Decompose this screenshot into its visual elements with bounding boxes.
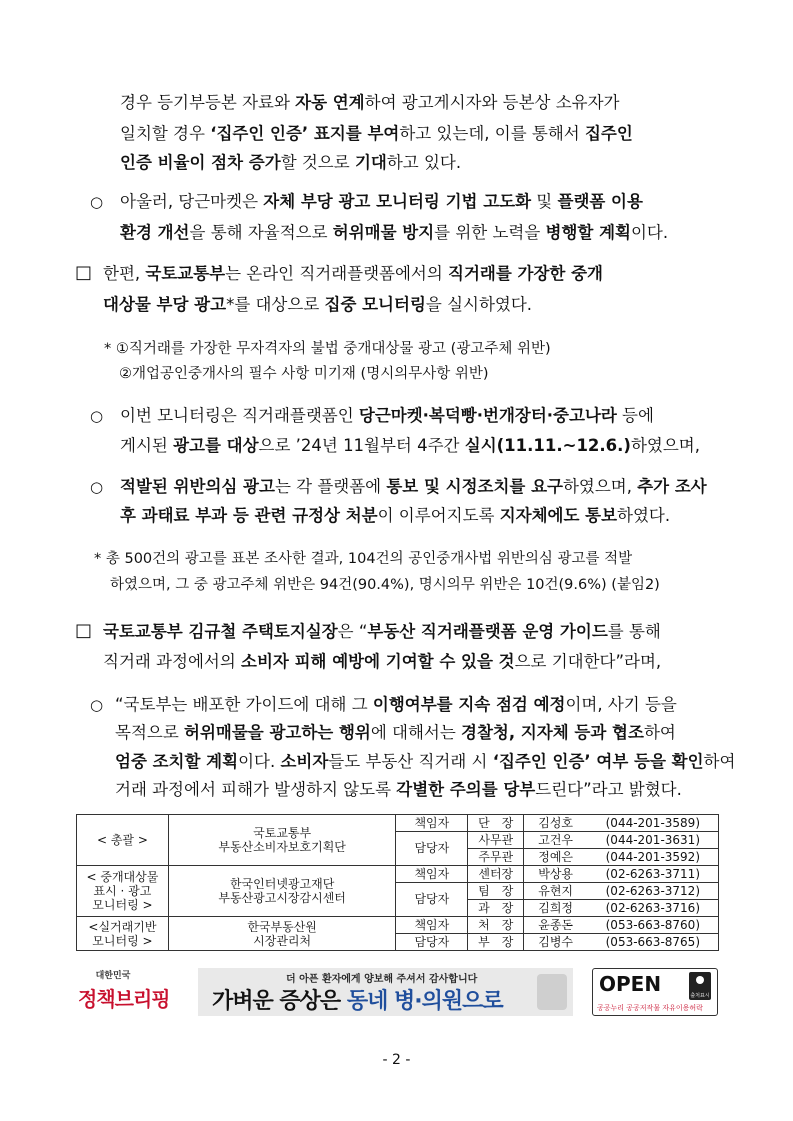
bold-text-run: 국토교통부 김규철 주택토지실장 [103,622,338,641]
text-run: “국토부는 배포한 가이드에 대해 그 [115,695,373,714]
page-number: - 2 - [382,1052,411,1068]
circle-bullet: ○ [90,193,104,211]
bold-text-run: 추가 조사 [637,477,707,496]
org-unit: 부동산소비자보호기획단 [218,840,346,854]
person-title: 팀 장 [468,883,524,900]
person-phone: (053-663-8765) [602,934,719,951]
person-name: 박상용 [524,866,602,883]
logo-top-text: 대한민국 [95,971,131,981]
role-cell: 책임자 [396,815,468,832]
text-run: 할 것으로 [280,153,355,172]
bold-text-run: 후 과태료 부과 등 관련 규정상 처분 [120,506,378,525]
section-org [168,815,396,866]
text-run: 및 [531,192,558,211]
role-cell: 책임자 [396,917,468,934]
bold-text-run: 인증 비율이 점차 증가 [120,153,281,172]
bold-text-run: 국토교통부 [145,264,226,283]
bold-text-run: 자동 연계 [295,93,365,112]
text-run: 에 대해서는 [370,723,462,742]
text-run: 하여 [703,752,736,771]
text-run: 하여 [643,723,676,742]
person-title: 부 장 [468,934,524,951]
campaign-slogan [212,984,503,1015]
text-run: 하였으며, [630,436,700,455]
text-run: 는 온라인 직거래플랫폼에서의 [225,264,449,283]
bold-text-run: 지자체에도 통보 [499,506,618,525]
circle-bullet: ○ [90,407,104,425]
bold-text-run: 허위매물 방지 [332,223,435,242]
bold-text-run: 각별한 주의를 당부 [396,780,536,799]
bold-text-run: 허위매물을 광고하는 행위 [184,723,371,742]
open-caption: 공공누리 공공저작물 자유이용허락 [597,1004,703,1012]
text-run: 하였다. [617,506,671,525]
circle-bullet: ○ [90,696,104,714]
text-run: 은 “ [337,622,368,641]
p7-line-2 [115,722,676,744]
note-2-line-1: * 총 500건의 광고를 표본 조사한 결과, 104건의 공인중개사법 위반의심 광고를 적발 [94,551,633,567]
p7-line-4 [115,779,682,801]
person-phone: (044-201-3592) [602,849,719,866]
label-line: < 중개대상물 [86,870,159,884]
bold-text-run: 집중 모니터링 [324,295,426,314]
p3-line-2 [103,294,532,316]
person-name: 김희정 [524,900,602,917]
square-bullet: □ [75,262,93,283]
p4-line-1 [120,405,654,427]
p4-line-2 [120,435,700,457]
bold-text-run: 환경 개선 [120,223,190,242]
person-phone: (044-201-3589) [602,815,719,832]
bold-text-run: 엄중 조치할 계획 [115,752,239,771]
role-cell: 담당자 [396,883,468,917]
text-run: 일치할 경우 [120,124,211,143]
person-name: 정예은 [524,849,602,866]
text-run: 아울러, 당근마켓은 [120,192,264,211]
p1-line-1 [120,92,619,114]
bold-text-run: 병행할 계획 [545,223,631,242]
text-run: 를 통해 [607,622,661,641]
note-1-line-1: * ①직거래를 가장한 무자격자의 불법 중개대상물 광고 (광고주체 위반) [104,341,551,357]
p1-line-2 [120,123,633,145]
bold-text-run: 자체 부당 광고 모니터링 기법 고도화 [263,192,532,211]
text-run: *를 대상으로 [226,295,325,314]
bold-text-run: 플랫폼 이용 [557,192,643,211]
section-org [168,917,396,951]
p7-line-3 [115,751,735,773]
p5-line-1 [120,476,707,498]
bold-text-run: 소비자 피해 예방에 기여할 수 있을 것 [241,652,515,671]
text-run: 을 통해 자율적으로 [189,223,333,242]
text-run: 이며, 사기 등을 [565,695,677,714]
text-run: 는 각 플랫폼에 [274,477,387,496]
text-run: 목적으로 [115,723,185,742]
attribution-icon [689,972,711,1000]
square-bullet: □ [75,620,93,641]
text-run: 이다. [238,752,281,771]
person-phone: (02-6263-3716) [602,900,719,917]
person-title: 주무관 [468,849,524,866]
section-label: < 총괄 > [77,815,169,866]
text-run: 를 위한 노력을 [434,223,546,242]
person-phone: (044-201-3631) [602,832,719,849]
label-line: 모니터링 > [92,933,153,948]
person-phone: (02-6263-3711) [602,866,719,883]
text-run: 등에 [616,406,654,425]
person-name: 유현지 [524,883,602,900]
text-run: 으로 기대한다”라며, [514,652,662,671]
bold-text-run: 부동산 직거래플랫폼 운영 가이드 [367,622,608,641]
note-2-line-2: 하였으며, 그 중 광고주체 위반은 94건(90.4%), 명시의무 위반은 10건(9.6%) (붙임2) [110,577,660,593]
hospital-illustration [537,974,567,1010]
text-run: 거래 과정에서 피해가 발생하지 않도록 [115,780,397,799]
role-cell: 담당자 [396,934,468,951]
person-name: 윤종돈 [524,917,602,934]
bold-text-run: ‘집주인 인증’ 여부 등을 확인 [492,752,704,771]
person-title: 사무관 [468,832,524,849]
bold-text-run: 당근마켓·복덕빵·번개장터·중고나라 [358,406,617,425]
text-run: 이 이루어지도록 [377,506,500,525]
bold-text-run: 실시(11.11.~12.6.) [464,436,631,455]
label-line: 표시 · 광고 [93,884,152,898]
attribution-label: 출처표시 [690,993,710,999]
p5-line-2 [120,505,670,527]
bold-text-run: 직거래를 가장한 중개 [448,264,603,283]
p1-line-3 [120,152,461,174]
person-title: 센터장 [468,866,524,883]
person-name: 고건우 [524,832,602,849]
section-org [168,866,396,917]
org-unit: 시장관리처 [253,933,312,948]
role-cell: 담당자 [396,832,468,866]
role-cell: 책임자 [396,866,468,883]
bold-text-run: 광고를 대상 [173,436,259,455]
text-run: 게시된 [120,436,174,455]
text-run: 이다. [630,223,669,242]
bold-text-run: ‘집주인 인증’ 표지를 부여 [210,124,400,143]
person-title: 단 장 [468,815,524,832]
text-run: 하여 광고게시자와 등본상 소유자가 [364,93,620,112]
p7-line-1 [115,694,677,716]
circle-bullet: ○ [90,478,104,496]
person-name: 김병수 [524,934,602,951]
policy-briefing-logo [78,968,178,1016]
text-run: 하였으며, [562,477,638,496]
person-title: 과 장 [468,900,524,917]
person-icon [696,976,704,984]
bold-text-run: 대상물 부당 광고 [103,295,227,314]
org-name: 한국인터넷광고재단 [229,877,335,891]
section-label [77,866,169,917]
text-run: 으로 ’24년 11월부터 4주간 [258,436,465,455]
text-run: 하고 있다. [386,153,462,172]
org-name: 국토교통부 [253,826,312,840]
org-name: 한국부동산원 [247,919,317,934]
bold-text-run: 적발된 위반의심 광고 [120,477,275,496]
text-run: 경우 등기부등본 자료와 [120,93,296,112]
p6-line-1 [103,621,661,643]
campaign-banner [198,968,573,1016]
contact-table [76,814,719,951]
label-line: 모니터링 > [92,898,153,912]
bold-text-run: 기대 [354,153,387,172]
org-unit: 부동산광고시장감시센터 [218,891,346,905]
p2-line-1 [120,191,643,213]
person-name: 김성호 [524,815,602,832]
bold-text-run: 통보 및 시정조치를 요구 [386,477,563,496]
open-label: OPEN [599,972,662,996]
text-run: 직거래 과정에서의 [103,652,242,671]
text-run: 한편, [103,264,146,283]
text-run: 하고 있는데, 이를 통해서 [399,124,585,143]
open-license-mark [592,968,718,1016]
person-phone: (053-663-8760) [602,917,719,934]
campaign-subtext: 더 아픈 환자에게 양보해 주셔서 감사합니다 [286,974,478,985]
bold-text-run: 집주인 [584,124,633,143]
slogan-part-2: 동네 병·의원으로 [346,989,503,1014]
text-run: 이번 모니터링은 직거래플랫폼인 [120,406,359,425]
slogan-part-1: 가벼운 증상은 [212,989,347,1014]
person-title: 처 장 [468,917,524,934]
label-line: <실거래기반 [88,919,157,934]
p3-line-1 [103,263,603,285]
bold-text-run: 경찰청, 지자체 등과 협조 [461,723,644,742]
person-phone: (02-6263-3712) [602,883,719,900]
text-run: 드린다”라고 밝혔다. [535,780,682,799]
bold-text-run: 이행여부를 지속 점검 예정 [372,695,566,714]
text-run: 들도 부동산 직거래 시 [328,752,493,771]
logo-main-text: 정책브리핑 [78,987,170,1011]
section-label [77,917,169,951]
p6-line-2 [103,651,661,673]
text-run: 을 실시하였다. [425,295,533,314]
note-1-line-2: ②개업공인중개사의 필수 사항 미기재 (명시의무사항 위반) [119,366,489,382]
bold-text-run: 소비자 [280,752,329,771]
p2-line-2 [120,222,668,244]
